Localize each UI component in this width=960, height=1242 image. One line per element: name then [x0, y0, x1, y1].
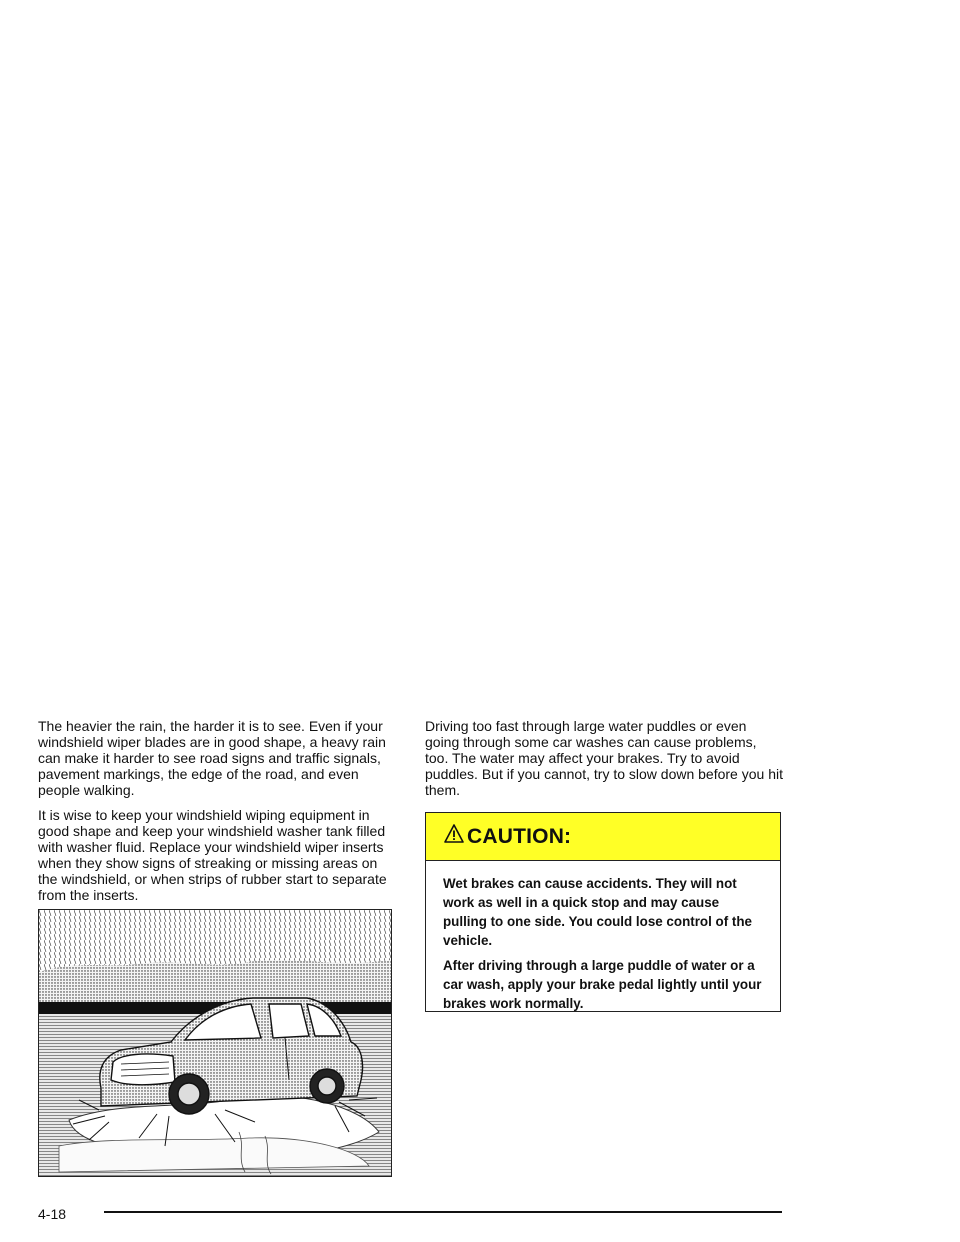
caution-title: CAUTION:	[467, 824, 572, 848]
right-column	[425, 718, 783, 807]
caution-header	[426, 813, 780, 861]
warning-triangle-icon	[443, 823, 465, 845]
left-column	[38, 718, 398, 912]
caution-paragraph-apply-brakes: After driving through a large puddle of water or a car wash, apply your brake pedal lightly until your brakes work normally.	[443, 958, 762, 1011]
paragraph-rain-visibility: The heavier the rain, the harder it is to see. Even if your windshield wiper blades are in good shape, a heavy rain can make it harder to see road signs and traffic signals, pavement markings, the edge of the road, and even people walking.	[38, 718, 386, 798]
caution-paragraph-wet-brakes: Wet brakes can cause accidents. They will not work as well in a quick stop and may cause pulling to one side. You could lose control of the vehicle.	[443, 876, 752, 948]
car-splashing-puddle-illustration	[38, 909, 392, 1177]
page-number: 4-18	[38, 1206, 67, 1222]
paragraph-wiper-maintenance: It is wise to keep your windshield wiping equipment in good shape and keep your windshield washer tank filled with washer fluid. Replace your windshield wiper inserts when they show signs of streaking or missing areas on the windshield, or when strips of rubber start to separate from the inserts.	[38, 807, 387, 903]
paragraph-water-puddles: Driving too fast through large water puddles or even going through some car washes can cause problems, too. The water may affect your brakes. Try to avoid puddles. But if you cannot, try to slow down before you hit them.	[425, 718, 783, 798]
caution-body	[426, 861, 780, 1013]
caution-box	[425, 812, 781, 1012]
footer-rule	[104, 1211, 782, 1213]
